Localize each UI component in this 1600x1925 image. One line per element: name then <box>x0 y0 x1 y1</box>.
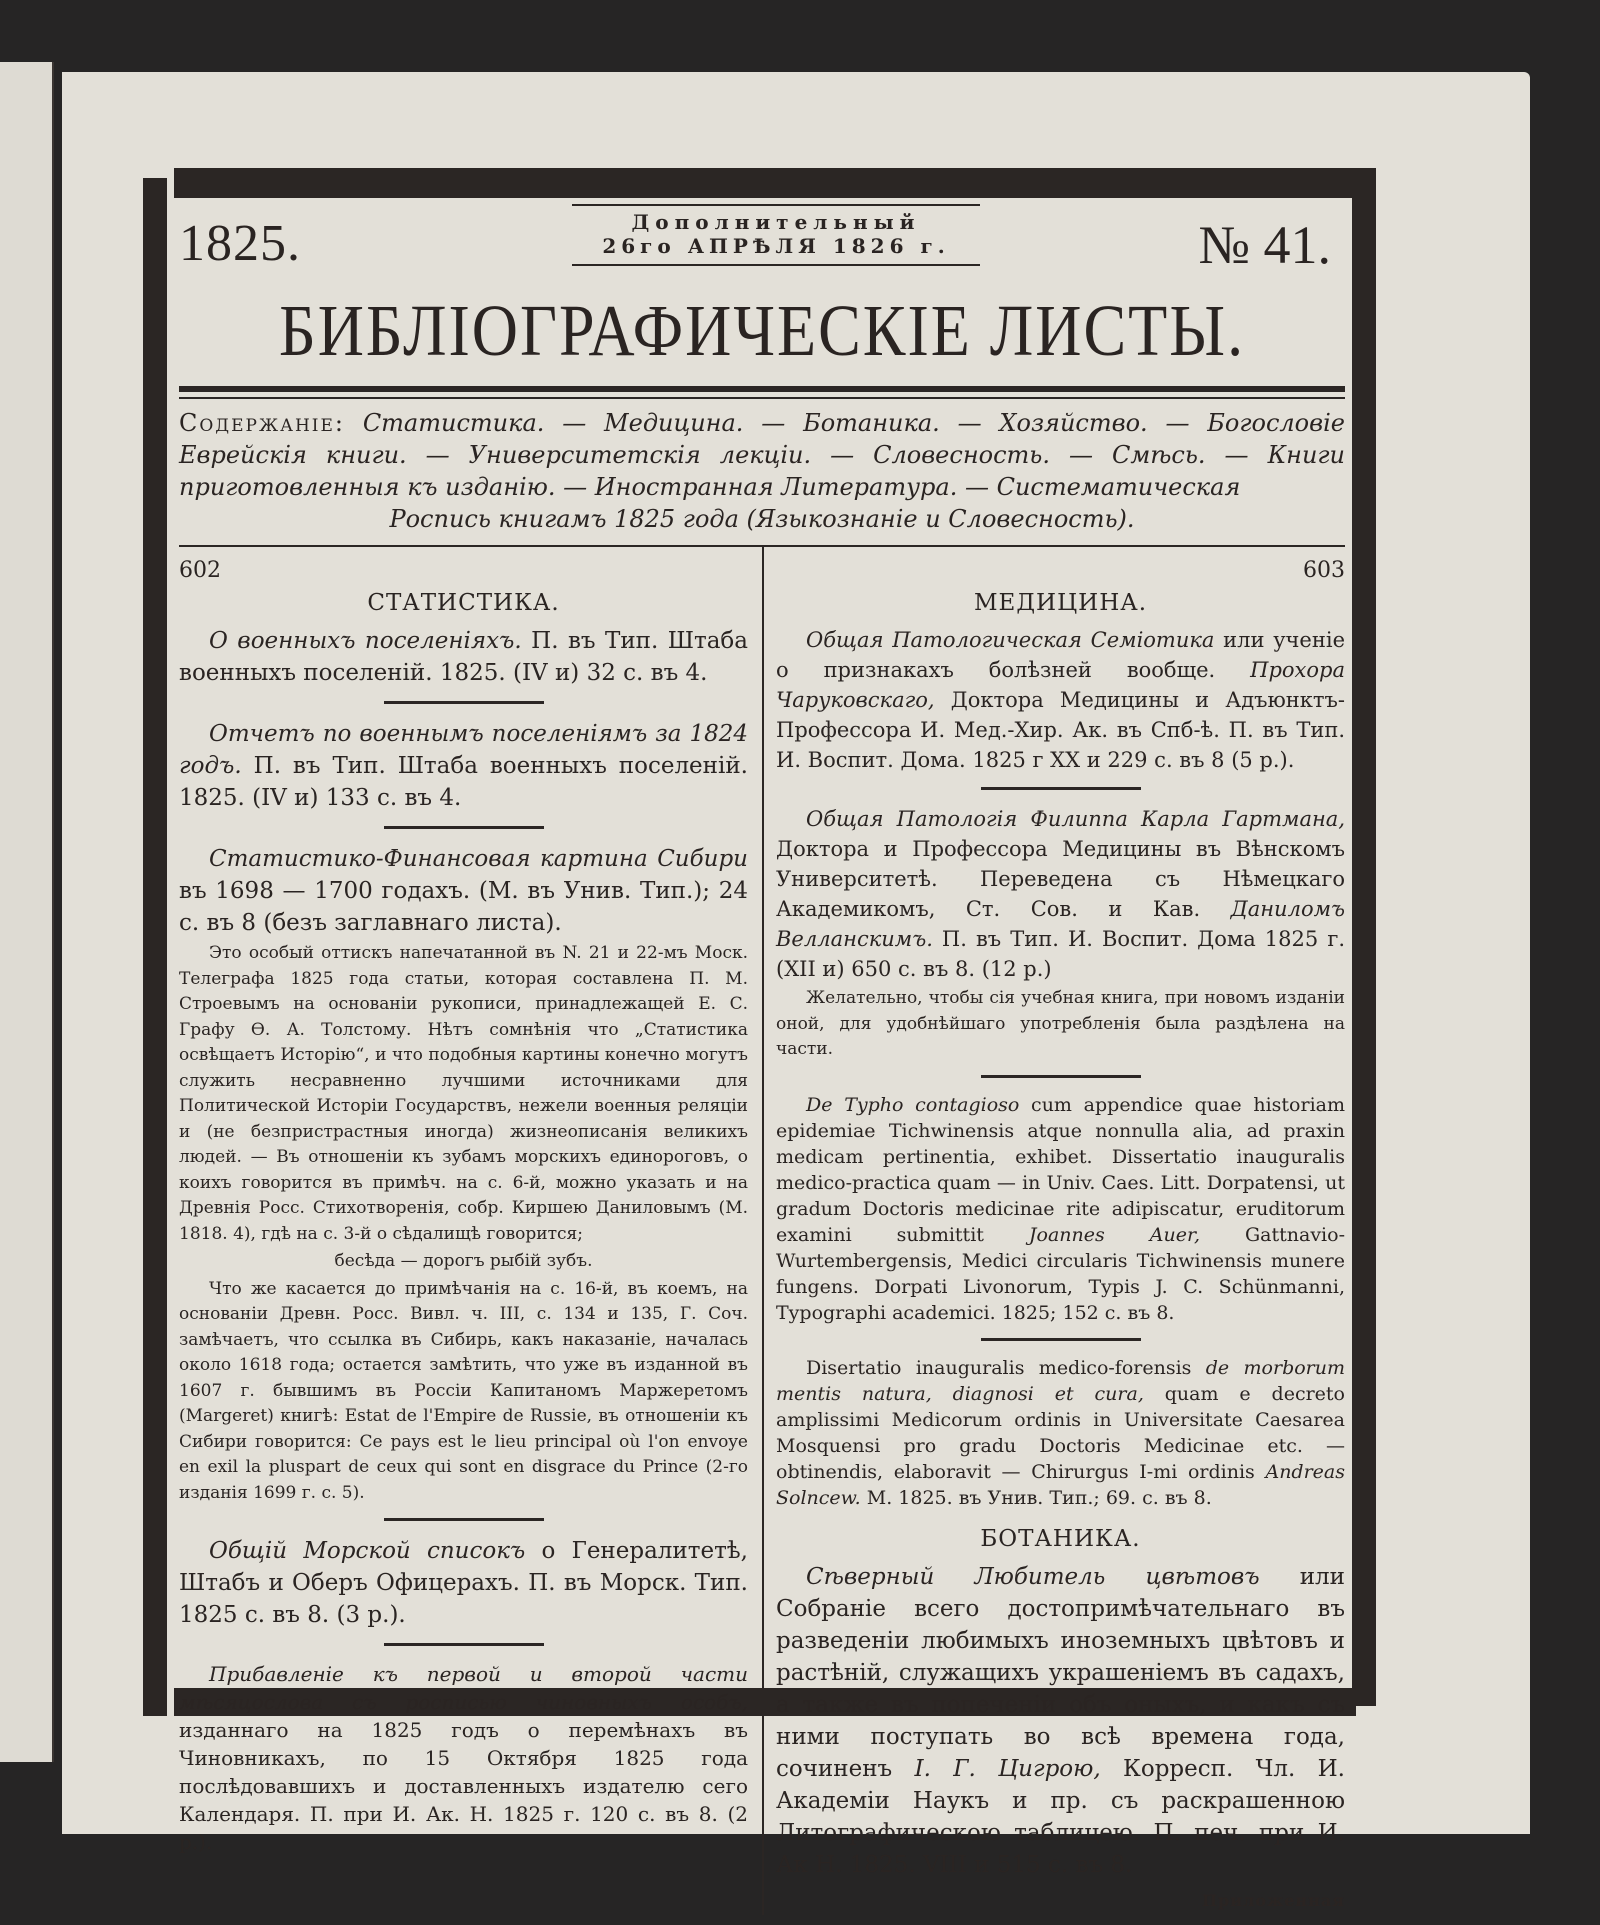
masthead-title: БИБЛІОГРАФИЧЕСКІЕ ЛИСТЫ. <box>278 289 1246 372</box>
contents-last-line: Роспись книгамъ 1825 года (Языкознаніе и Словесность). <box>389 505 1135 533</box>
section-title-statistics: СТАТИСТИКА. <box>367 590 560 616</box>
entry-text: изданнаго на 1825 годъ о перемѣнахъ въ Чиновникахъ, по 15 Октября 1825 года послѣдовавшихъ и доставленныхъ издателю сего Календаря. П. при И. Ак. Н. 1825 г. 120 с. въ 8. (2 р.). <box>179 1718 748 1854</box>
entry-note: Желательно, чтобы сія учебная книга, при новомъ изданіи оной, для удобнѣйшаго употребленія была раздѣлена на части. <box>776 988 1345 1059</box>
supplement-label: Дополнительный <box>631 210 921 234</box>
contents-items: Статистика. — Медицина. — Ботаника. — Хозяйство. — Богословіе Еврейскія книги. — Университетскія лекціи. — Словесность. — Смѣсь. — Книги приготовленныя къ изданію. — Иностранная Литература. — Систематическая <box>179 409 1345 501</box>
masthead-year: 1825. <box>179 215 301 272</box>
page-number-left: 602 <box>179 558 221 583</box>
catchword: Приложенная <box>1201 1890 1345 1910</box>
entry-text: Доктора и Профессора Медицины въ Вѣнскомъ Университетѣ. Переведена съ Нѣмецкаго Академикомъ, Ст. Сов. и Кав. <box>776 837 1345 921</box>
supplement-date-box <box>572 204 980 266</box>
entry-title: Статистико-Финансовая картина Сибири <box>209 846 748 872</box>
two-column-body <box>179 547 1345 1915</box>
entry-title: Общій Морской списокъ <box>209 1538 526 1564</box>
adjacent-page-edge <box>0 62 54 1762</box>
entry-text: cum appendice quae historiam epidemiae Tichwinensis atque nonnulla alia, ad praxin medicam pertinentia, exhibet. Dissertatio inauguralis medico-practica quam — in Univ. Caes. Litt. Dorpatensi, ut gradum Doctoris medicinae rite adipiscatur, eruditorum examini submittit <box>776 1093 1345 1246</box>
entry-text: въ 1698 — 1700 годахъ. (М. въ Унив. Тип.); 24 с. въ 8 (безъ заглавнаго листа). <box>179 878 748 936</box>
entry-divider <box>981 1075 1141 1078</box>
frame-border-right <box>1352 168 1376 1706</box>
entry-author: Andreas Solncew. <box>776 1460 1345 1509</box>
bibliography-entry <box>776 804 1345 984</box>
frame-border-left <box>143 178 167 1716</box>
page-frame <box>143 168 1376 1910</box>
entry-title: Прибавленіе къ первой и второй части мѣсяцослова съ росписью чиновныхъ особъ, <box>179 1662 748 1714</box>
entry-text: Disertatio inauguralis medico-forensis <box>806 1356 1206 1379</box>
entry-divider <box>981 1338 1141 1341</box>
right-column <box>762 547 1345 1915</box>
entry-text: П. въ Тип. Штаба военныхъ поселеній. 1825. (IV и) 133 с. въ 4. <box>179 753 748 811</box>
entry-author: Прохора Чаруковскаго, <box>776 658 1345 712</box>
issue-date: 26го АПРѢЛЯ 1826 г. <box>602 234 950 258</box>
entry-text: quam e decreto amplissimi Medicorum ordinis in Universitate Caesarea Mosquensi pro gradu Doctoris Medicinae etc. — obtinendis, elaboravit — Chirurgus I-mi ordinis <box>776 1382 1345 1483</box>
entry-divider <box>384 1518 544 1521</box>
entry-text: П. въ Тип. И. Воспит. Дома 1825 г. (XII и) 650 с. въ 8. (12 р.) <box>776 927 1345 981</box>
bibliography-entry <box>776 1092 1345 1326</box>
entry-author: I. Г. Цигрою, <box>914 1755 1101 1782</box>
contents-label: Содержаніе: <box>179 409 345 437</box>
entry-note-continued: Что же касается до примѣчанія на с. 16-й, въ коемъ, на основаніи Древн. Росс. Вивл. ч. III, с. 134 и 135, Г. Соч. замѣчаетъ, что ссылка въ Сибирь, какъ наказаніе, началась около 1618 года; остается замѣтить, что уже въ изданной въ 1607 г. бывшимъ въ Россіи Капитаномъ Маржеретомъ (Margeret) книгѣ: Estat de l'Empire de Russie, въ отношеніи къ Сибири говорится: Ce pays est le lieu principal où l'on envoye en exil la pluspart de ceux qui sont en disgrace du Prince (2-го изданія 1699 г. с. 5). <box>179 1278 748 1503</box>
masthead-top <box>179 204 1345 284</box>
section-title-botany: БОТАНИКА. <box>980 1525 1141 1552</box>
bibliography-entry <box>179 843 748 939</box>
entry-text: Gattnavio-Wurtembergensis, Medici circularis Tichwinensis munere fungens. Dorpati Livonorum, Typis J. C. Schünmanni, Typographi academici. 1825; 152 с. въ 8. <box>776 1223 1345 1324</box>
entry-text: M. 1825. въ Унив. Тип.; 69. с. въ 8. <box>860 1486 1212 1509</box>
entry-title: Отчетъ по военнымъ поселеніямъ за 1824 годъ. <box>179 721 748 779</box>
bibliography-entry <box>776 1561 1345 1881</box>
entry-title: de morborum mentis natura, diagnosi et cura, <box>776 1356 1345 1405</box>
entry-author: Даниломъ Велланскимъ. <box>776 897 1345 951</box>
entry-text: или Собраніе всего достопримѣчательнаго въ разведеніи любимыхъ иноземныхъ цвѣтовъ и растѣній, служащихъ украшеніемъ въ садахъ, а также въ попеченіи объ оныхъ, и какъ съ ними поступать во всѣ времена года, сочиненъ <box>776 1563 1345 1782</box>
entry-divider <box>384 701 544 704</box>
entry-text: Корресп. Чл. И. Академіи Наукъ и пр. съ раскрашенною Литографическою таблицею. П. печ. при И. Ак Н. 1825. VIII и 515 с. въ 8. <box>776 1755 1345 1878</box>
page-content <box>179 204 1345 1915</box>
page-number-right: 603 <box>1303 558 1345 583</box>
masthead-rule-thin <box>179 397 1345 399</box>
entry-author: Joannes Auer, <box>1028 1223 1200 1246</box>
bibliography-entry <box>179 1535 748 1631</box>
entry-title: De Typho contagioso <box>806 1093 1020 1116</box>
section-title-medicine: МЕДИЦИНА. <box>974 590 1147 616</box>
left-column <box>179 547 762 1915</box>
entry-note: Это особый оттискъ напечатанной въ N. 21 и 22-мъ Моск. Телеграфа 1825 года статьи, которая составлена П. М. Строевымъ на основаніи рукописи, принадлежащей Е. С. Графу Ѳ. А. Толстому. Нѣтъ сомнѣнія что „Статистика освѣщаетъ Исторію“, и что подобныя картины конечно могутъ служить несравненно лучшими источниками для Политической Исторіи Государствъ, нежели военныя реляціи и (не безпристрастныя иногда) жизнеописанія великихъ людей. — Въ отношеніи къ зубамъ морскихъ единороговъ, о коихъ говорится въ примѣч. на с. 6-й, можно указать и на Древнія Росс. Стихотворенія, собр. Киршею Даниловымъ (М. 1818. 4), гдѣ на с. 3-й о сѣдалищѣ говорится; <box>179 943 748 1244</box>
entry-divider <box>384 1643 544 1646</box>
entry-divider <box>981 787 1141 790</box>
issue-number: № 41. <box>1198 215 1331 275</box>
table-of-contents <box>179 407 1345 535</box>
bibliography-entry <box>776 625 1345 775</box>
bibliography-entry <box>179 1660 748 1856</box>
entry-title: Общая Патологія Филиппа Карла Гартмана, <box>806 807 1345 831</box>
entry-divider <box>384 826 544 829</box>
entry-title: Общая Патологическая Семіотика <box>806 628 1215 652</box>
entry-text: или ученіе о признакахъ болѣзней вообще. <box>776 628 1345 682</box>
bibliography-entry <box>179 625 748 689</box>
entry-title: О военныхъ поселеніяхъ. <box>209 628 522 654</box>
entry-text: о Генералитетѣ, Штабъ и Оберъ Офицерахъ. П. въ Морск. Тип. 1825 с. въ 8. (3 р.). <box>179 1538 748 1628</box>
entry-title: Сѣверный Любитель цвѣтовъ <box>806 1563 1260 1590</box>
entry-text: Доктора Медицины и Адъюнктъ-Профессора И. Мед.-Хир. Ак. въ Спб-ѣ. П. въ Тип. И. Воспит. Дома. 1825 г XX и 229 с. въ 8 (5 р.). <box>776 688 1345 772</box>
bibliography-entry <box>776 1355 1345 1511</box>
entry-text: П. въ Тип. Штаба военныхъ поселеній. 1825. (IV и) 32 с. въ 4. <box>179 628 748 686</box>
entry-quote: бесѣда — дорогъ рыбій зубъ. <box>334 1251 593 1271</box>
frame-border-top <box>174 168 1356 198</box>
bibliography-entry <box>179 718 748 814</box>
masthead-rule-thick <box>179 386 1345 392</box>
